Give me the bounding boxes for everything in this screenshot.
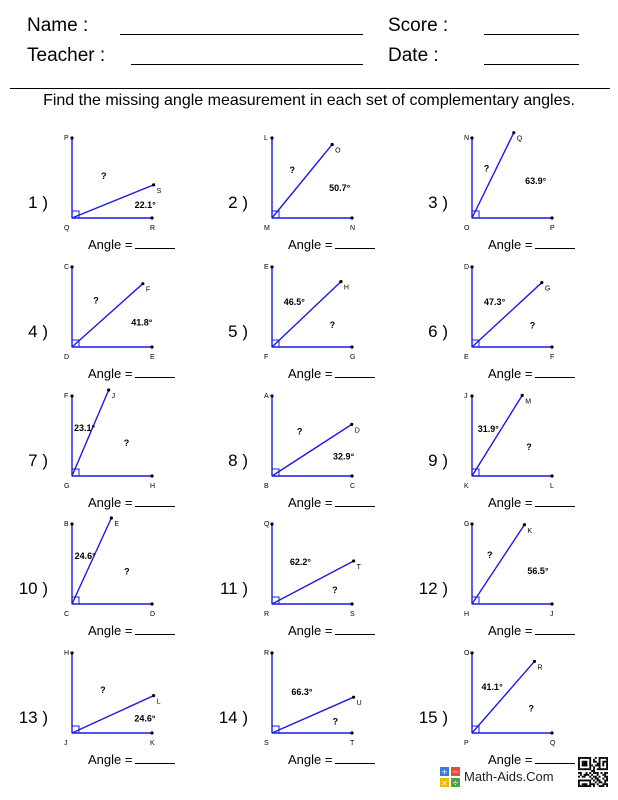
horizontal-point-label: P — [550, 225, 555, 232]
point-dot — [350, 731, 353, 734]
vertical-point-label: J — [464, 393, 468, 400]
vertex-label: F — [264, 354, 269, 361]
ray-point-label: E — [114, 521, 120, 528]
name-blank[interactable] — [120, 34, 363, 35]
point-dot — [540, 281, 543, 284]
point-dot — [110, 516, 113, 519]
problem-10 — [18, 516, 222, 644]
answer-blank[interactable] — [135, 623, 175, 635]
footer-brand: Math-Aids.Com — [464, 769, 554, 784]
unknown-angle-mark: ? — [124, 566, 130, 577]
point-dot — [470, 136, 473, 139]
given-angle: 66.3° — [291, 687, 313, 698]
vertex-label: H — [464, 611, 470, 618]
problem-9 — [422, 388, 618, 516]
point-dot — [270, 651, 273, 654]
angle-diagram — [222, 388, 422, 496]
point-dot — [70, 522, 73, 525]
instructions: Find the missing angle measurement in each set of complementary angles. — [43, 92, 575, 109]
unknown-angle-mark: ? — [296, 426, 303, 437]
teacher-label: Teacher : — [27, 45, 106, 66]
ray-point-label: T — [356, 563, 361, 571]
vertical-point-label: N — [464, 135, 470, 142]
point-dot — [339, 280, 342, 283]
point-dot — [150, 345, 153, 348]
answer-blank[interactable] — [335, 623, 375, 635]
svg-text:÷: ÷ — [452, 778, 459, 787]
point-dot — [70, 265, 73, 268]
vertical-point-label: C — [64, 264, 70, 271]
angle-diagram — [222, 645, 422, 753]
answer-blank[interactable] — [535, 752, 575, 764]
problem-number: 10 ) — [18, 579, 48, 598]
unknown-angle-mark: ? — [332, 585, 338, 596]
problem-number: 11 ) — [219, 579, 248, 598]
answer-blank[interactable] — [335, 237, 375, 249]
vertical-point-label: D — [464, 264, 470, 271]
angle-ray — [472, 395, 522, 476]
ray-point-label: U — [356, 700, 362, 708]
point-dot — [150, 602, 153, 605]
answer-label: Angle = — [288, 623, 333, 638]
angle-ray — [272, 697, 354, 733]
unknown-angle-mark: ? — [486, 550, 493, 561]
ray-point-label: R — [537, 664, 543, 672]
problem-number: 8 ) — [228, 451, 248, 470]
angle-diagram — [422, 388, 618, 496]
angle-ray — [472, 133, 514, 218]
problem-number: 12 ) — [418, 579, 448, 598]
unknown-angle-mark: ? — [332, 716, 339, 727]
ray-point-label: M — [525, 398, 532, 406]
problem-6 — [422, 259, 618, 387]
angle-ray — [272, 561, 354, 604]
vertex-label: C — [64, 611, 70, 618]
name-label: Name : — [27, 15, 89, 36]
ray-point-label: K — [527, 527, 533, 535]
angle-diagram — [22, 645, 222, 753]
point-dot — [270, 265, 273, 268]
point-dot — [150, 731, 153, 734]
angle-ray — [272, 282, 341, 347]
math-aids-logo-icon — [440, 767, 460, 787]
answer-label: Angle = — [288, 752, 333, 767]
problem-number: 7 ) — [28, 451, 48, 470]
vertical-point-label: P — [64, 135, 69, 142]
horizontal-point-label: J — [550, 611, 554, 618]
vertex-label: D — [64, 354, 70, 361]
point-dot — [350, 602, 353, 605]
answer-row — [88, 366, 175, 382]
point-dot — [470, 394, 473, 397]
answer-label: Angle = — [488, 752, 533, 767]
angle-ray — [472, 525, 524, 604]
unknown-angle-mark: ? — [123, 437, 130, 448]
vertex-label: O — [464, 225, 470, 232]
angle-diagram — [22, 130, 222, 238]
problem-14 — [218, 645, 422, 773]
answer-row — [88, 752, 175, 768]
answer-row — [288, 237, 375, 253]
given-angle: 46.5° — [283, 297, 305, 308]
angle-ray — [72, 284, 143, 347]
given-angle: 23.1° — [74, 423, 96, 434]
point-dot — [550, 602, 553, 605]
horizontal-point-label: Q — [550, 740, 556, 747]
ray-point-label: O — [335, 147, 341, 155]
answer-blank[interactable] — [535, 237, 575, 249]
problem-number: 4 ) — [28, 322, 48, 341]
answer-row — [288, 752, 375, 768]
answer-row — [88, 495, 175, 511]
unknown-angle-mark: ? — [329, 320, 336, 331]
svg-text:−: − — [452, 767, 459, 777]
vertical-point-label: Q — [264, 521, 270, 528]
given-angle: 41.1° — [481, 682, 503, 693]
problem-3 — [422, 130, 618, 258]
score-blank[interactable] — [484, 34, 579, 35]
unknown-angle-mark: ? — [100, 685, 106, 696]
answer-blank[interactable] — [135, 495, 175, 507]
answer-row — [288, 623, 375, 639]
answer-row — [488, 623, 575, 639]
given-angle: 24.6° — [74, 551, 96, 562]
given-angle: 41.8° — [131, 317, 153, 328]
vertex-label: S — [264, 740, 269, 747]
problem-number: 3 ) — [428, 193, 448, 212]
vertex-label: Q — [64, 225, 70, 232]
angle-diagram — [22, 388, 222, 496]
angle-ray — [472, 661, 534, 733]
answer-blank[interactable] — [535, 366, 575, 378]
angle-diagram — [422, 259, 618, 367]
horizontal-point-label: G — [350, 354, 356, 361]
point-dot — [352, 696, 355, 699]
given-angle: 31.9° — [477, 423, 499, 434]
answer-label: Angle = — [288, 495, 333, 510]
horizontal-point-label: F — [550, 354, 555, 361]
problem-4 — [22, 259, 222, 387]
ray-point-label: F — [145, 286, 151, 294]
given-angle: 24.6° — [134, 713, 156, 724]
problem-number: 2 ) — [228, 193, 248, 212]
answer-row — [288, 495, 375, 511]
teacher-blank[interactable] — [131, 64, 363, 65]
point-dot — [470, 651, 473, 654]
point-dot — [270, 522, 273, 525]
given-angle: 50.7° — [329, 183, 351, 194]
point-dot — [150, 216, 153, 219]
vertical-point-label: B — [64, 521, 69, 528]
unknown-angle-mark: ? — [528, 703, 534, 714]
given-angle: 47.3° — [484, 297, 506, 308]
angle-diagram — [222, 516, 422, 624]
answer-label: Angle = — [88, 495, 133, 510]
point-dot — [70, 394, 73, 397]
point-dot — [550, 474, 553, 477]
ray-point-label: J — [111, 393, 116, 400]
answer-label: Angle = — [88, 623, 133, 638]
given-angle: 56.5° — [527, 565, 549, 576]
score-label: Score : — [388, 15, 449, 36]
problem-number: 5 ) — [228, 322, 248, 341]
point-dot — [70, 136, 73, 139]
answer-label: Angle = — [88, 752, 133, 767]
horizontal-point-label: L — [550, 483, 554, 490]
point-dot — [350, 474, 353, 477]
point-dot — [550, 216, 553, 219]
answer-row — [488, 495, 575, 511]
point-dot — [352, 559, 355, 562]
vertex-label: E — [464, 354, 469, 361]
point-dot — [150, 474, 153, 477]
problem-13 — [18, 645, 222, 773]
problem-5 — [222, 259, 422, 387]
answer-row — [88, 237, 175, 253]
point-dot — [470, 522, 473, 525]
problem-number: 9 ) — [428, 451, 448, 470]
angle-diagram — [222, 130, 422, 238]
point-dot — [350, 216, 353, 219]
problem-number: 13 ) — [18, 708, 48, 727]
answer-row — [488, 752, 575, 768]
angle-diagram — [422, 516, 618, 624]
point-dot — [152, 694, 155, 697]
ray-point-label: D — [354, 427, 360, 435]
problem-number: 1 ) — [28, 193, 48, 212]
point-dot — [470, 265, 473, 268]
point-dot — [70, 651, 73, 654]
ray-point-label: L — [156, 698, 161, 706]
answer-row — [288, 366, 375, 382]
answer-label: Angle = — [488, 623, 533, 638]
problem-number: 6 ) — [428, 322, 448, 341]
vertex-label: J — [64, 740, 68, 747]
answer-blank[interactable] — [535, 495, 575, 507]
answer-blank[interactable] — [335, 752, 375, 764]
header-divider — [10, 88, 610, 89]
given-angle: 22.1° — [134, 200, 156, 211]
answer-blank[interactable] — [135, 366, 175, 378]
vertex-label: K — [464, 483, 469, 490]
angle-ray — [272, 144, 332, 218]
vertex-label: M — [264, 225, 270, 232]
unknown-angle-mark: ? — [101, 170, 107, 181]
answer-row — [488, 237, 575, 253]
problem-12 — [418, 516, 618, 644]
point-dot — [521, 394, 524, 397]
point-dot — [331, 143, 334, 146]
horizontal-point-label: R — [150, 225, 156, 232]
answer-blank[interactable] — [135, 752, 175, 764]
point-dot — [533, 660, 536, 663]
point-dot — [152, 183, 155, 186]
horizontal-point-label: D — [150, 611, 156, 618]
date-label: Date : — [388, 45, 439, 66]
given-angle: 32.9° — [333, 451, 355, 462]
problem-8 — [222, 388, 422, 516]
point-dot — [270, 394, 273, 397]
answer-label: Angle = — [288, 237, 333, 252]
vertical-point-label: R — [264, 650, 270, 657]
point-dot — [523, 523, 526, 526]
problem-1 — [22, 130, 222, 258]
angle-diagram — [422, 130, 618, 238]
qr-code-icon — [578, 757, 608, 787]
answer-blank[interactable] — [135, 237, 175, 249]
angle-ray — [472, 283, 542, 347]
vertex-label: P — [464, 740, 469, 747]
given-angle: 63.9° — [525, 175, 547, 186]
angle-diagram — [22, 516, 222, 624]
svg-text:×: × — [441, 778, 448, 787]
point-dot — [107, 388, 110, 391]
answer-label: Angle = — [88, 237, 133, 252]
ray-point-label: H — [343, 284, 349, 292]
answer-blank[interactable] — [335, 366, 375, 378]
problem-11 — [219, 516, 422, 644]
horizontal-point-label: H — [150, 483, 156, 490]
angle-diagram — [422, 645, 618, 753]
ray-point-label: G — [544, 285, 551, 293]
answer-label: Angle = — [288, 366, 333, 381]
answer-label: Angle = — [488, 237, 533, 252]
given-angle: 62.2° — [289, 557, 311, 568]
point-dot — [512, 131, 515, 134]
vertex-label: R — [264, 611, 270, 618]
answer-label: Angle = — [88, 366, 133, 381]
date-blank[interactable] — [484, 64, 579, 65]
horizontal-point-label: T — [350, 740, 355, 747]
angle-ray — [272, 424, 352, 476]
point-dot — [550, 345, 553, 348]
angle-diagram — [222, 259, 422, 367]
problem-number: 14 ) — [218, 708, 248, 727]
problem-7 — [22, 388, 222, 516]
unknown-angle-mark: ? — [483, 163, 490, 174]
unknown-angle-mark: ? — [93, 295, 99, 306]
vertex-label: B — [264, 483, 269, 490]
horizontal-point-label: K — [150, 740, 155, 747]
angle-diagram — [22, 259, 222, 367]
vertical-point-label: E — [264, 264, 269, 271]
horizontal-point-label: E — [150, 354, 155, 361]
svg-text:+: + — [441, 767, 448, 777]
point-dot — [270, 136, 273, 139]
answer-label: Angle = — [488, 366, 533, 381]
vertical-point-label: H — [64, 650, 70, 657]
vertical-point-label: F — [64, 393, 69, 400]
unknown-angle-mark: ? — [289, 165, 295, 176]
ray-point-label: Q — [516, 135, 523, 143]
answer-blank[interactable] — [335, 495, 375, 507]
ray-point-label: S — [156, 187, 162, 195]
answer-row — [88, 623, 175, 639]
answer-row — [488, 366, 575, 382]
point-dot — [141, 282, 144, 285]
vertex-label: G — [64, 483, 70, 490]
vertical-point-label: O — [464, 650, 470, 657]
problem-15 — [418, 645, 618, 773]
vertical-point-label: L — [264, 135, 268, 142]
vertical-point-label: G — [464, 521, 470, 528]
point-dot — [550, 731, 553, 734]
horizontal-point-label: S — [350, 611, 355, 618]
answer-label: Angle = — [488, 495, 533, 510]
point-dot — [350, 345, 353, 348]
horizontal-point-label: C — [350, 483, 356, 490]
unknown-angle-mark: ? — [526, 441, 532, 452]
horizontal-point-label: N — [350, 225, 356, 232]
problem-2 — [222, 130, 422, 258]
vertical-point-label: A — [264, 393, 269, 400]
unknown-angle-mark: ? — [529, 320, 536, 331]
answer-blank[interactable] — [535, 623, 575, 635]
problem-number: 15 ) — [418, 708, 448, 727]
point-dot — [350, 423, 353, 426]
